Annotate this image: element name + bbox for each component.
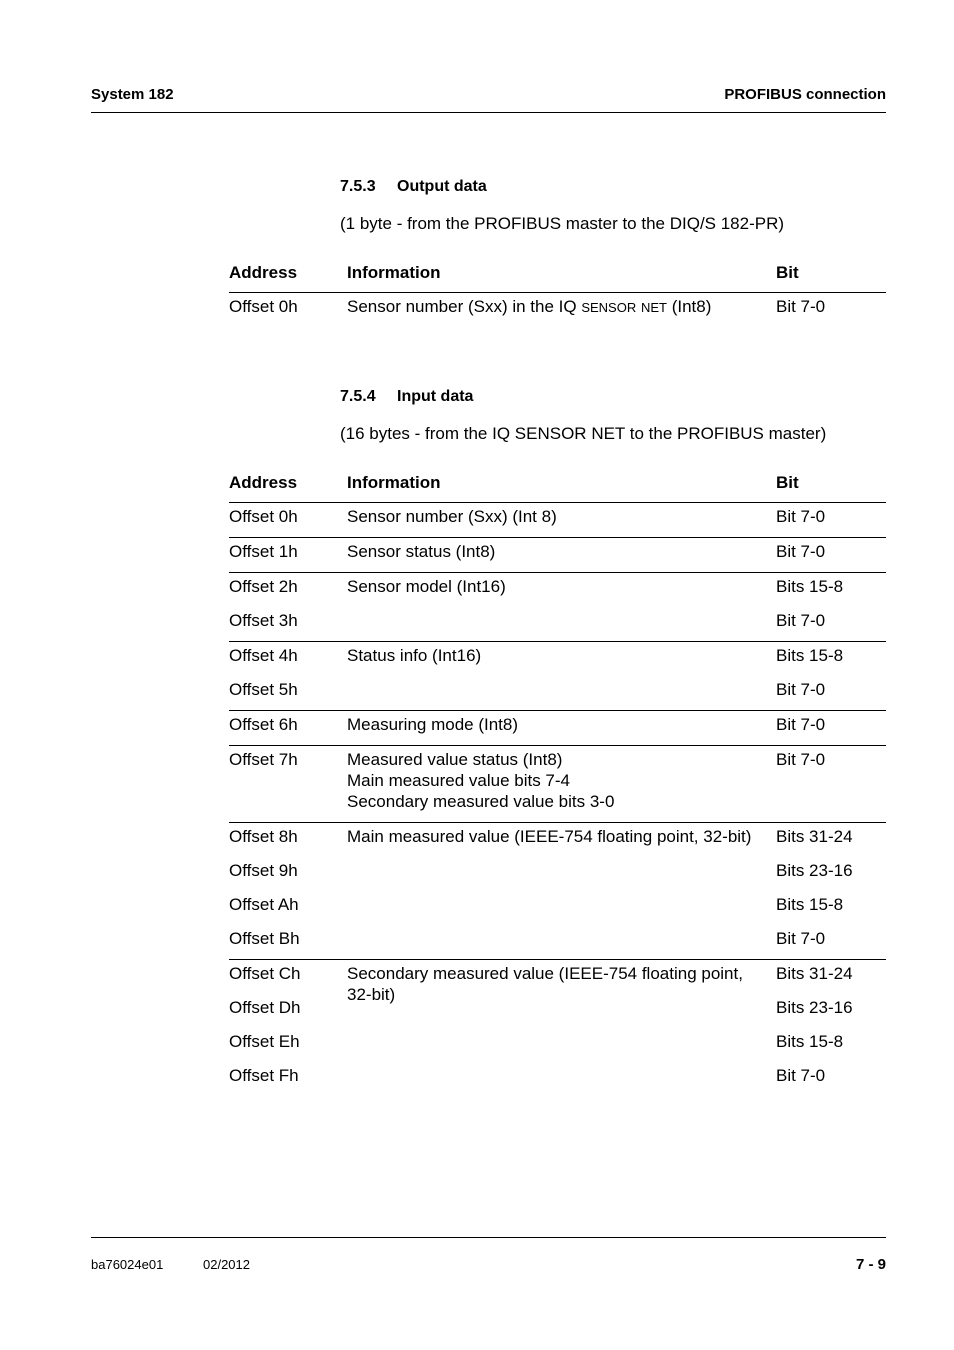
- address-cell: Offset 5h: [229, 680, 298, 699]
- output-data-table: [229, 262, 886, 327]
- address-cell: Offset 8h: [229, 827, 298, 846]
- bit-cell: Bit 7-0: [776, 507, 826, 526]
- information-cell: Sensor number (Sxx) in the IQ SENSOR NET (Int8): [347, 297, 712, 316]
- information-cell: Status info (Int16): [347, 646, 482, 665]
- column-header-address: Address: [229, 473, 298, 492]
- section-number: 7.5.3: [340, 178, 376, 195]
- information-cell: [347, 894, 776, 925]
- table-row: [229, 711, 886, 745]
- address-cell: Offset Eh: [229, 1032, 300, 1051]
- table-row: [229, 573, 886, 607]
- bit-cell: Bits 15-8: [776, 895, 844, 914]
- table-row-group: [229, 573, 886, 642]
- table-row: [229, 293, 886, 327]
- information-cell: Main measured value (IEEE-754 floating point, 32-bit): [347, 827, 752, 846]
- running-header-left: System 182: [91, 86, 174, 103]
- section-title-output: [340, 178, 487, 196]
- bit-cell: Bit 7-0: [776, 542, 826, 561]
- bit-cell: Bits 23-16: [776, 998, 853, 1017]
- table-header: [229, 262, 886, 293]
- address-cell: Offset 3h: [229, 611, 298, 630]
- table-row: [229, 503, 886, 537]
- bit-cell: Bit 7-0: [776, 715, 826, 734]
- information-cell: Secondary measured value (IEEE-754 floating point, 32-bit): [347, 964, 743, 1004]
- table-header: [229, 472, 886, 503]
- running-header-right: PROFIBUS connection: [724, 86, 886, 103]
- table-row-group: [229, 746, 886, 823]
- footer-rule: [91, 1237, 886, 1238]
- bit-cell: Bits 15-8: [776, 577, 844, 596]
- address-cell: Offset 0h: [229, 297, 298, 316]
- section-number: 7.5.4: [340, 388, 376, 405]
- bit-cell: Bits 31-24: [776, 964, 853, 983]
- table-row: [229, 960, 886, 1004]
- table-row: [229, 857, 886, 891]
- page-number: 7 - 9: [855, 1256, 886, 1273]
- bit-cell: Bit 7-0: [776, 1066, 826, 1085]
- information-cell: Sensor model (Int16): [347, 577, 506, 596]
- bit-cell: Bit 7-0: [776, 929, 826, 948]
- table-row: [229, 891, 886, 925]
- header-rule: [91, 112, 886, 113]
- address-cell: Offset Ah: [229, 895, 299, 914]
- table-row-group: [229, 503, 886, 538]
- table-row: [229, 746, 886, 822]
- table-row-group: [229, 960, 886, 1096]
- information-cell: [347, 679, 776, 710]
- document-date: 02/2012: [203, 1257, 250, 1272]
- information-cell: Measuring mode (Int8): [347, 715, 519, 734]
- table-row: [229, 823, 886, 857]
- column-header-information: Information: [347, 473, 441, 492]
- table-row: [229, 1062, 886, 1096]
- address-cell: Offset 9h: [229, 861, 298, 880]
- column-header-information: Information: [347, 263, 441, 282]
- information-cell: Measured value status (Int8) Main measured value bits 7-4 Secondary measured value bits 3-0: [347, 750, 615, 811]
- address-cell: Offset 4h: [229, 646, 298, 665]
- address-cell: Offset Ch: [229, 964, 301, 983]
- table-row-group: [229, 711, 886, 746]
- table-row: [229, 925, 886, 959]
- table-row-group: [229, 538, 886, 573]
- section-subtitle-input: (16 bytes - from the IQ SENSOR NET to the PROFIBUS master): [340, 424, 827, 443]
- information-cell: Sensor number (Sxx) (Int 8): [347, 507, 557, 526]
- information-cell: [347, 860, 776, 891]
- document-id: ba76024e01: [91, 1257, 164, 1272]
- bit-cell: Bit 7-0: [776, 680, 826, 699]
- address-cell: Offset Fh: [229, 1066, 299, 1085]
- column-header-bit: Bit: [776, 263, 799, 282]
- section-title-input: [340, 388, 473, 406]
- bit-cell: Bits 15-8: [776, 1032, 844, 1051]
- table-row: [229, 538, 886, 572]
- table-row: [229, 642, 886, 676]
- table-row: [229, 607, 886, 641]
- address-cell: Offset Bh: [229, 929, 300, 948]
- bit-cell: Bits 23-16: [776, 861, 853, 880]
- bit-cell: Bits 31-24: [776, 827, 853, 846]
- bit-cell: Bit 7-0: [776, 297, 826, 316]
- information-cell: [347, 1031, 776, 1062]
- address-cell: Offset 7h: [229, 750, 298, 769]
- input-data-table: [229, 472, 886, 1096]
- address-cell: Offset 6h: [229, 715, 298, 734]
- table-row-group: [229, 642, 886, 711]
- address-cell: Offset 1h: [229, 542, 298, 561]
- information-cell: [347, 1065, 776, 1096]
- information-cell: [347, 610, 776, 641]
- column-header-address: Address: [229, 263, 298, 282]
- table-row: [229, 676, 886, 710]
- section-title-text: Input data: [397, 388, 474, 405]
- bit-cell: Bit 7-0: [776, 611, 826, 630]
- information-cell: [347, 928, 776, 959]
- table-row-group: [229, 823, 886, 960]
- section-title-text: Output data: [397, 178, 487, 195]
- address-cell: Offset Dh: [229, 998, 301, 1017]
- column-header-bit: Bit: [776, 473, 799, 492]
- information-cell: Sensor status (Int8): [347, 542, 496, 561]
- address-cell: Offset 0h: [229, 507, 298, 526]
- section-subtitle-output: (1 byte - from the PROFIBUS master to the DIQ/S 182-PR): [340, 214, 785, 233]
- address-cell: Offset 2h: [229, 577, 298, 596]
- table-row: [229, 1028, 886, 1062]
- bit-cell: Bits 15-8: [776, 646, 844, 665]
- bit-cell: Bit 7-0: [776, 750, 826, 769]
